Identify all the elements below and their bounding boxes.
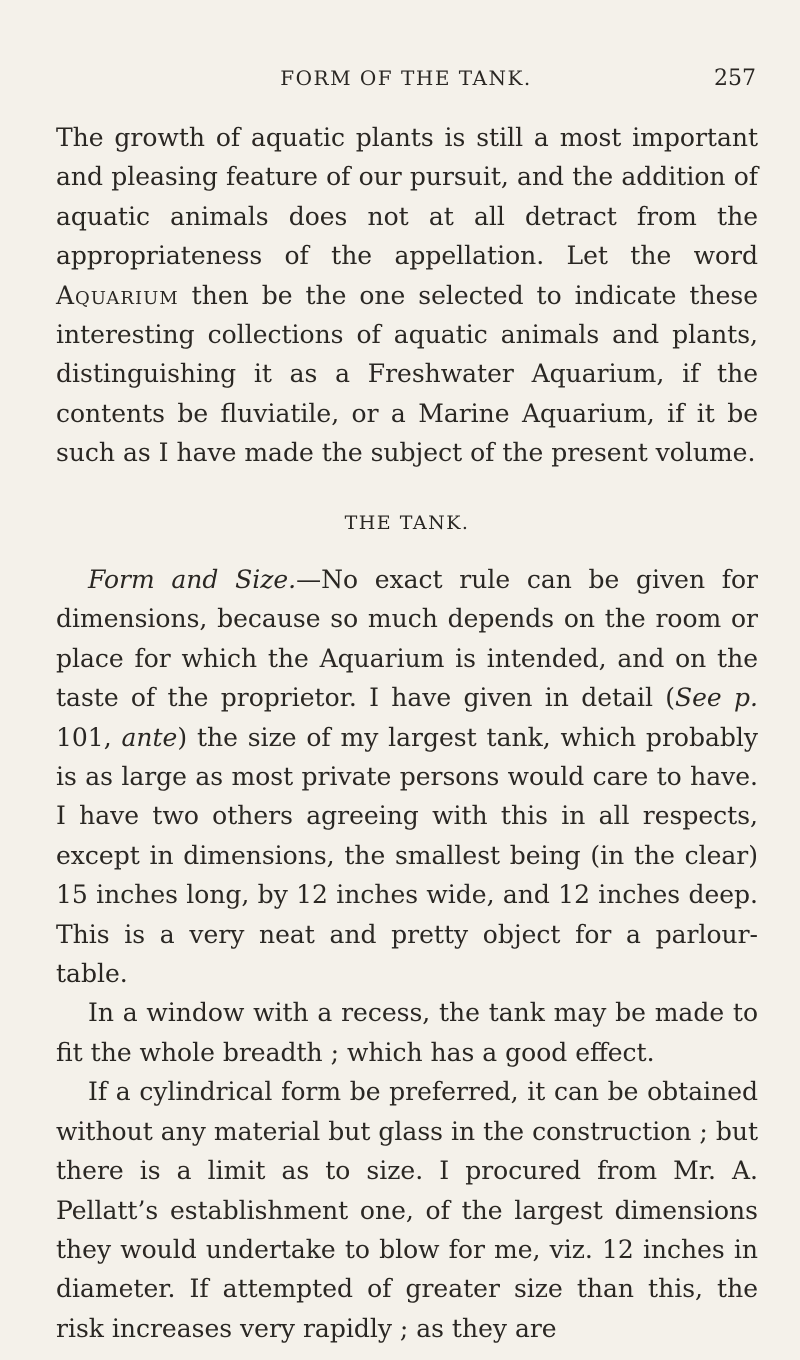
page-number: 257 bbox=[714, 66, 756, 91]
running-head bbox=[56, 66, 756, 96]
form-size-paragraph bbox=[56, 560, 758, 993]
section-heading: THE TANK. bbox=[344, 512, 470, 534]
reference-page: 101, bbox=[56, 722, 122, 752]
form-size-part1: —No exact rule can be given for dimensions, because so much depends on the room or place for which the Aquarium is intended, and on the taste of the proprietor. I have given in detail ( bbox=[56, 565, 758, 713]
form-size-title: Form and Size. bbox=[88, 565, 297, 594]
intro-text bbox=[56, 118, 758, 473]
form-size-part2: ) the size of my largest tank, which probably is as large as most private persons would care to have. I have two others agreeing with this in all respects, except in dimensions, the smallest being (in the clear) 15 inches long, by 12 inches wide, and 12 inches deep. This is a very neat and pretty object for a parlour-table. bbox=[56, 722, 758, 989]
intro-text-part1: The growth of aquatic plants is still a most important and pleasing feature of our pursuit, and the addition of aquatic animals does not at all detract from the appropriateness of the appellation. Let the word bbox=[56, 123, 758, 271]
intro-paragraph bbox=[56, 118, 758, 473]
intro-text-part2: then be the one selected to indicate these interesting collections of aquatic animals and plants, distinguishing it as a Freshwater Aquarium, if the contents be fluviatile, or a Marine Aquarium, if it be such as I have made the subject of the present volume. bbox=[56, 280, 758, 468]
running-title: FORM OF THE TANK. bbox=[280, 66, 532, 90]
aquarium-term: Aquarium bbox=[56, 280, 179, 310]
window-paragraph: In a window with a recess, the tank may be made to fit the whole breadth ; which has a good effect. bbox=[56, 998, 758, 1067]
section-body bbox=[56, 560, 758, 1348]
see-reference: See p. bbox=[675, 683, 758, 713]
cylindrical-paragraph: If a cylindrical form be preferred, it can be obtained without any material but glass in the construction ; but there is a limit as to size. I procured from Mr. A. Pellatt’s establishment one, of the largest dimensions they would undertake to blow for me, viz. 12 inches in diameter. If attempted of greater size than this, the risk increases very rapidly ; as they are bbox=[56, 1077, 758, 1343]
ante-reference: ante bbox=[121, 722, 178, 752]
